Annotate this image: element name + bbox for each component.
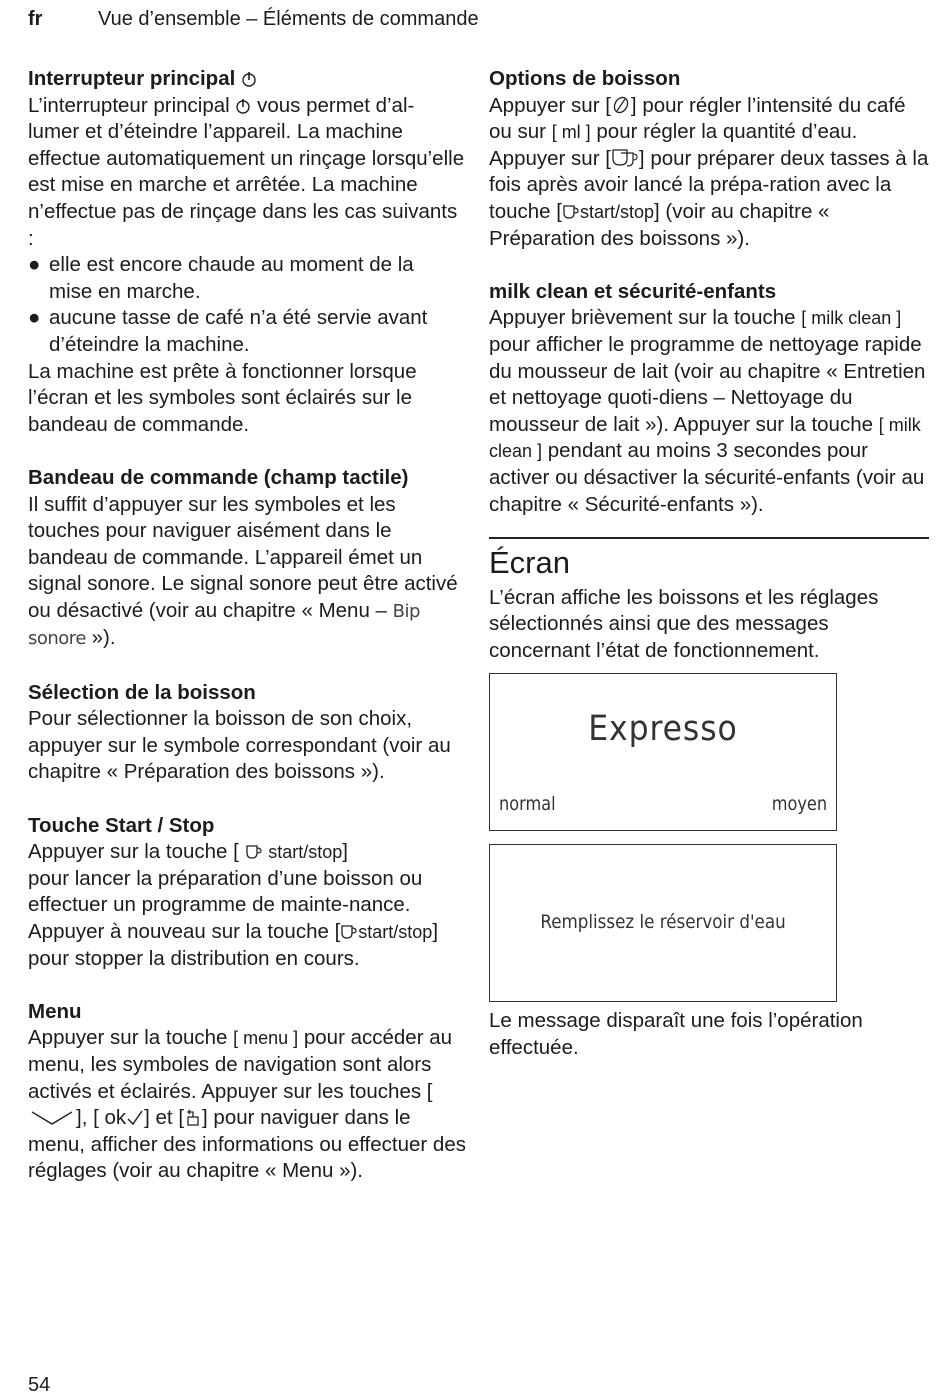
text: [ xyxy=(334,920,341,943)
section-milk-clean xyxy=(489,279,929,518)
display-example-message xyxy=(489,844,837,1002)
text: pour régler la quantité d’eau. Appuyer sur [ xyxy=(489,120,858,170)
bullet: ● xyxy=(28,306,41,330)
section-main-switch xyxy=(28,66,468,438)
back-icon xyxy=(184,1109,202,1127)
section-menu xyxy=(28,999,468,1185)
text: mise en marche. xyxy=(49,279,201,303)
bullet: ● xyxy=(28,253,41,277)
left-column xyxy=(28,66,468,1212)
right-column xyxy=(489,66,929,1062)
display-message: Remplissez le réservoir d'eau xyxy=(540,911,786,934)
text: ] (voir au chapitre « Préparation des boissons »). xyxy=(489,199,830,250)
language-code: fr xyxy=(28,8,43,30)
paragraph: Le message disparaît une fois l’opération effectuée. xyxy=(489,1009,863,1060)
page-title: Vue d’ensemble – Éléments de commande xyxy=(98,8,479,30)
section-title: Menu xyxy=(28,999,82,1023)
list-item xyxy=(28,252,468,305)
paragraph: La machine est prête à fonctionner lorsque l’écran et les symboles sont éclairés sur le bandeau de commande. xyxy=(28,359,417,436)
cup-icon xyxy=(340,923,358,941)
text: ] pour régler l’intensité du café ou sur xyxy=(489,93,906,144)
section-heading: Écran xyxy=(489,544,570,580)
key-label: [ milk clean ] xyxy=(489,414,921,462)
text: ] et [ xyxy=(144,1106,185,1130)
section-drink-selection xyxy=(28,680,468,786)
section-title: Interrupteur principal xyxy=(28,67,236,90)
cup-icon xyxy=(245,843,263,861)
section-display xyxy=(489,537,929,1062)
page-header xyxy=(28,8,479,31)
key-label: start/stop xyxy=(268,842,343,863)
text: ] pour préparer deux tasses à la fois après avoir lancé la prépa-ration avec la touche [ xyxy=(489,146,929,223)
power-icon xyxy=(241,70,257,88)
text: pendant au moins 3 secondes pour activer ou désactiver la sécurité-enfants (voir au chapitre « Sécurité-enfants »). xyxy=(489,439,925,516)
display-drink-name: Expresso xyxy=(588,709,738,750)
section-title: Sélection de la boisson xyxy=(28,680,256,704)
text: L’interrupteur principal xyxy=(28,93,230,117)
key-label: [ milk clean ] xyxy=(801,308,902,329)
key-label: [ menu ] xyxy=(233,1028,299,1049)
key-label: start/stop xyxy=(358,922,433,942)
text: Appuyer sur la touche xyxy=(28,1026,228,1050)
text: »). xyxy=(85,626,116,650)
section-divider xyxy=(489,537,929,539)
display-left-setting: normal xyxy=(499,792,556,815)
section-start-stop xyxy=(28,813,468,973)
bean-icon xyxy=(611,95,631,115)
text: Appuyer brièvement sur la touche xyxy=(489,306,796,330)
text: vous permet d’al- xyxy=(257,93,415,117)
section-control-panel xyxy=(28,465,468,653)
section-drink-options xyxy=(489,66,929,252)
section-title: Touche Start / Stop xyxy=(28,813,215,837)
paragraph: Pour sélectionner la boisson de son choix, appuyer sur le symbole correspondant (voir au chapitre « Préparation des boissons »). xyxy=(28,707,451,784)
paragraph: L’écran affiche les boissons et les réglages sélectionnés ainsi que des messages concernant l’état de fonctionnement. xyxy=(489,585,879,662)
text: ] pour stopper la distribution en cours. xyxy=(28,920,439,970)
paragraph: Il suffit d’appuyer sur les symboles et les touches pour naviguer aisément dans le bandeau de commande. L’appareil émet un signal sonore. Le signal sonore peut être activé ou désactivé (voir au chapitre « Menu – xyxy=(28,492,458,622)
text: ] xyxy=(342,840,348,864)
text: aucune tasse de café n’a été servie avant xyxy=(49,306,428,330)
text: pour afficher le programme de nettoyage rapide du mousseur de lait (voir au chapitre « Entretien et nettoyage quoti-diens – Nettoyage du mousseur de lait »). Appuyer sur la touche xyxy=(489,332,926,436)
display-right-setting: moyen xyxy=(771,792,827,815)
display-text-ref: Bip sonore xyxy=(28,600,420,650)
text: Appuyer sur la touche [ xyxy=(28,840,239,864)
text: pour accéder au menu, les symboles de navigation sont alors activés et éclairés. Appuyer sur les touches [ xyxy=(28,1026,453,1103)
section-title: Bandeau de commande (champ tactile) xyxy=(28,465,409,489)
double-cup-icon xyxy=(611,148,639,168)
text: ] pour naviguer dans le menu, afficher des informations ou effectuer des réglages (voir au chapitre « Menu »). xyxy=(28,1106,466,1183)
display-example-drink xyxy=(489,673,837,831)
power-icon xyxy=(235,97,251,115)
page-number: 54 xyxy=(28,1374,51,1396)
key-label: [ ml ] xyxy=(551,122,591,143)
text: d’éteindre la machine. xyxy=(49,332,250,356)
section-title: Options de boisson xyxy=(489,67,681,90)
section-title: milk clean et sécurité-enfants xyxy=(489,279,777,303)
text: Appuyer sur [ xyxy=(489,93,611,117)
text: pour lancer la préparation d’une boisson ou effectuer un programme de mainte-nance. Appuyer à nouveau sur la touche xyxy=(28,866,423,943)
list-item xyxy=(28,305,468,358)
text: ], [ ok xyxy=(76,1106,127,1130)
cup-icon xyxy=(562,203,580,221)
chevron-down-icon xyxy=(28,1109,76,1127)
text: elle est encore chaude au moment de la xyxy=(49,253,414,277)
key-label: start/stop xyxy=(579,201,654,222)
text: lumer et d’éteindre l’appareil. La machine effectue automatiquement un rinçage lorsqu’elle est mise en marche et arrêtée. La machine n’effectue pas de rinçage dans les cas suivants : xyxy=(28,120,465,250)
check-icon xyxy=(126,1109,144,1127)
